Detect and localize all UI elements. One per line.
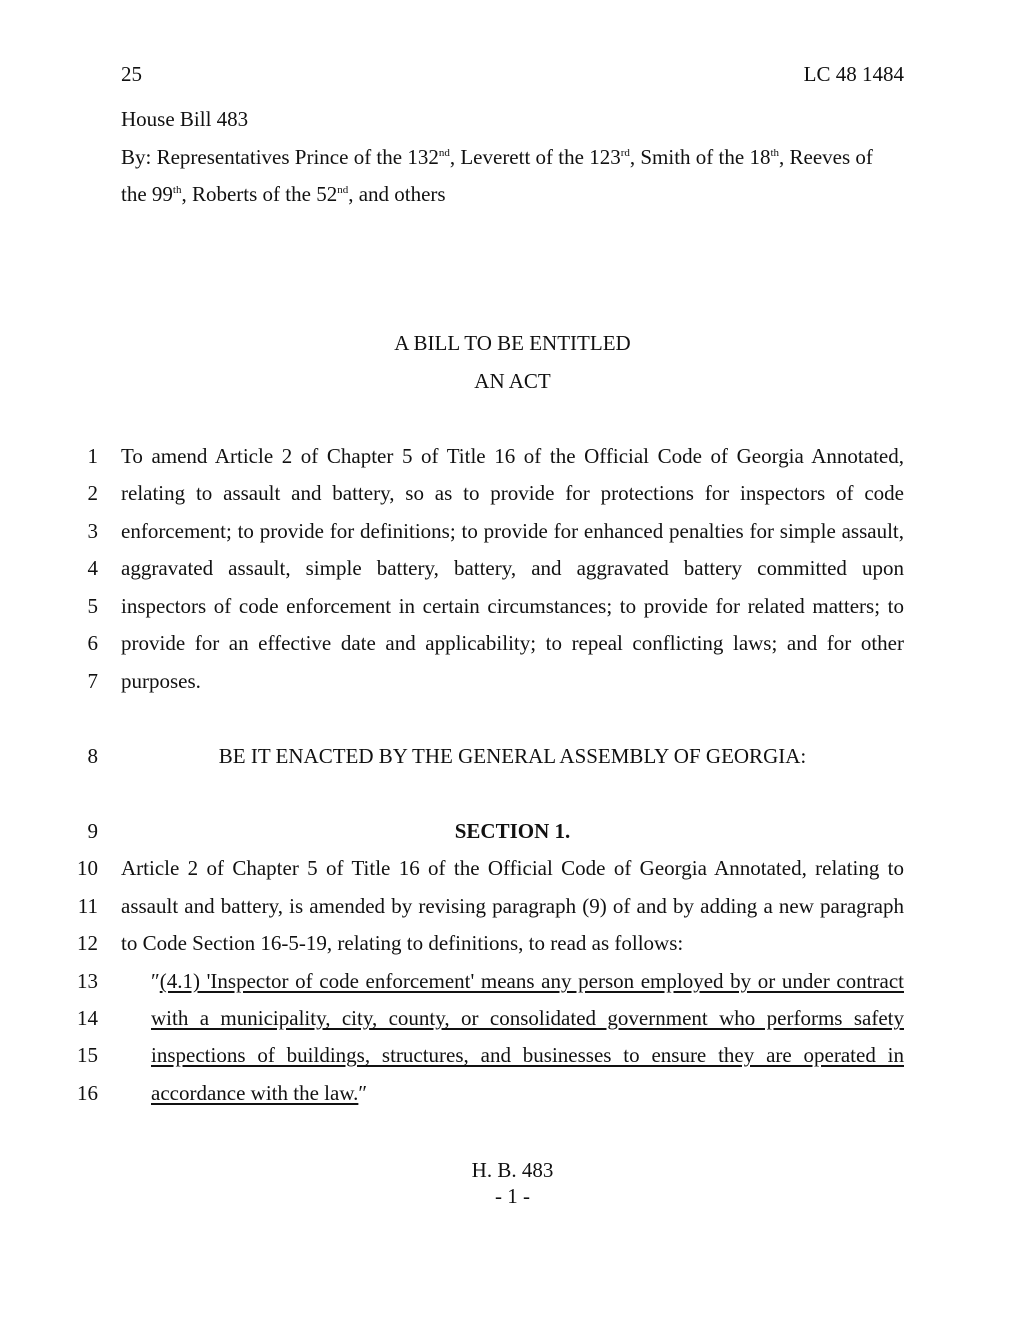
bill-title-line-1: A BILL TO BE ENTITLED xyxy=(394,331,631,355)
footer-bill-ref: H. B. 483 xyxy=(471,1158,554,1182)
lc-code: LC 48 1484 xyxy=(803,62,904,86)
open-quote: ″ xyxy=(151,969,160,993)
sponsors-text: , Reeves of xyxy=(779,145,873,169)
inserted-text: accordance with the law. xyxy=(151,1081,359,1105)
line-number: 5 xyxy=(87,594,98,618)
sponsors-text: the 99 xyxy=(121,182,173,206)
sponsors-text: , and others xyxy=(348,182,446,206)
body-line: assault and battery, is amended by revising paragraph (9) of and by adding a new paragraph xyxy=(121,894,904,918)
body-line: to Code Section 16-5-19, relating to definitions, to read as follows: xyxy=(121,931,684,955)
sponsors-text: By: Representatives Prince of the 132 xyxy=(121,145,439,169)
line-number: 12 xyxy=(77,931,98,955)
sponsors-line-1 xyxy=(121,145,873,170)
inserted-text: (4.1) 'Inspector of code enforcement' means any person employed by or under contract xyxy=(159,969,904,993)
bill-title-line-2: AN ACT xyxy=(474,369,551,393)
sponsors-line-2 xyxy=(121,182,446,207)
line-number: 8 xyxy=(87,744,98,768)
body-line-quoted xyxy=(151,969,904,994)
body-line: To amend Article 2 of Chapter 5 of Title 16 of the Official Code of Georgia Annotated, xyxy=(121,444,904,468)
body-line: purposes. xyxy=(121,669,201,693)
inserted-text: inspections of buildings, structures, and businesses to ensure they are operated in xyxy=(151,1043,904,1067)
body-line-quoted xyxy=(151,1081,904,1106)
ordinal-suffix: nd xyxy=(438,147,450,159)
line-number: 10 xyxy=(77,856,98,880)
page-number: 25 xyxy=(121,62,142,86)
line-number: 7 xyxy=(87,669,98,693)
line-number: 9 xyxy=(87,819,98,843)
body-line: Article 2 of Chapter 5 of Title 16 of the Official Code of Georgia Annotated, relating to xyxy=(121,856,904,880)
sponsors-text: , Leverett of the 123 xyxy=(449,145,621,169)
line-number: 6 xyxy=(87,631,98,655)
ordinal-suffix: rd xyxy=(620,147,630,159)
line-number: 11 xyxy=(77,894,98,918)
body-line: relating to assault and battery, so as to provide for protections for inspectors of code xyxy=(121,481,904,505)
body-line: aggravated assault, simple battery, battery, and aggravated battery committed upon xyxy=(121,556,904,580)
sponsors-text: , Roberts of the 52 xyxy=(181,182,338,206)
enacting-clause: BE IT ENACTED BY THE GENERAL ASSEMBLY OF GEORGIA: xyxy=(218,744,807,768)
section-heading: SECTION 1. xyxy=(454,819,571,843)
line-number: 15 xyxy=(77,1043,98,1067)
ordinal-suffix: th xyxy=(172,184,182,196)
line-number: 1 xyxy=(87,444,98,468)
ordinal-suffix: nd xyxy=(337,184,349,196)
body-line: provide for an effective date and applicability; to repeal conflicting laws; and for other xyxy=(121,631,904,655)
line-number: 14 xyxy=(77,1006,98,1030)
line-number: 13 xyxy=(77,969,98,993)
sponsors-text: , Smith of the 18 xyxy=(629,145,771,169)
bill-number: House Bill 483 xyxy=(121,107,249,131)
footer-page-label: - 1 - xyxy=(495,1184,530,1208)
body-line: inspectors of code enforcement in certain circumstances; to provide for related matters; to xyxy=(121,594,904,618)
close-quote: ″ xyxy=(358,1081,368,1105)
inserted-text: with a municipality, city, county, or consolidated government who performs safety xyxy=(151,1006,904,1030)
ordinal-suffix: th xyxy=(770,147,780,159)
line-number: 2 xyxy=(87,481,98,505)
line-number: 4 xyxy=(87,556,98,580)
line-number: 16 xyxy=(77,1081,98,1105)
body-line: enforcement; to provide for definitions; to provide for enhanced penalties for simple assault, xyxy=(121,519,904,543)
line-number: 3 xyxy=(87,519,98,543)
